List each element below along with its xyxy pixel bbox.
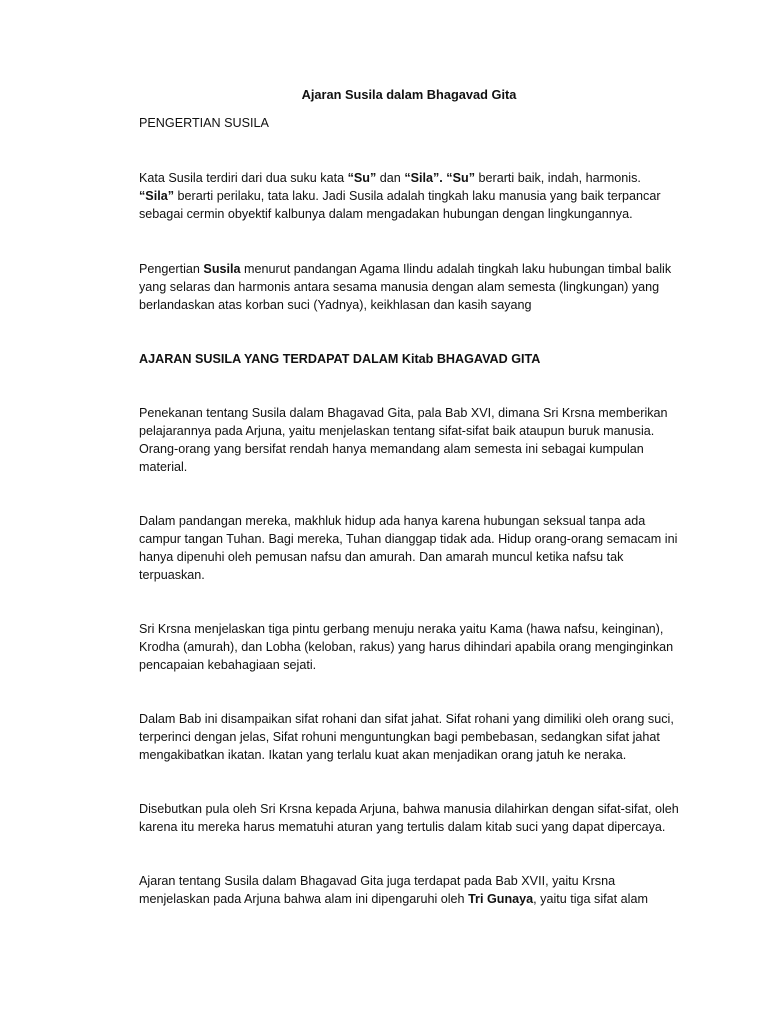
document-title: Ajaran Susila dalam Bhagavad Gita bbox=[301, 87, 517, 102]
paragraph-susila-hindu bbox=[139, 260, 679, 314]
bold-run: “Su” bbox=[347, 171, 377, 185]
paragraph-susila-definition bbox=[139, 169, 679, 223]
bold-run: Susila bbox=[203, 262, 241, 276]
paragraph-sifat-rohani: Dalam Bab ini disampaikan sifat rohani dan sifat jahat. Sifat rohani yang dimiliki oleh orang suci, terperinci dengan jelas, Sifat rohuni menguntungkan bagi pembebasan, sedangkan sifat jahat mengakibatkan ikatan. Ikatan yang terlalu kuat akan menjadikan orang jatuh ke neraka. bbox=[139, 712, 674, 762]
bold-run: Tri Gunaya bbox=[468, 892, 534, 906]
section-heading-pengertian: PENGERTIAN SUSILA bbox=[139, 116, 269, 130]
paragraph-tiga-pintu: Sri Krsna menjelaskan tiga pintu gerbang menuju neraka yaitu Kama (hawa nafsu, keinginan), Krodha (amurah), dan Lobha (keloban, rakus) yang harus dihindari apabila orang menginginkan pencapaian kebahagiaan sejati. bbox=[139, 622, 674, 672]
paragraph-bab-xvi: Penekanan tentang Susila dalam Bhagavad Gita, pala Bab XVI, dimana Sri Krsna memberikan pelajarannya pada Arjuna, yaitu menjelaskan tentang sifat-sifat baik ataupun buruk manusia. Orang-orang yang bersifat rendah hanya memandang alam semesta ini sebagai kumpulan material. bbox=[139, 406, 668, 474]
paragraph-disebutkan: Disebutkan pula oleh Sri Krsna kepada Arjuna, bahwa manusia dilahirkan dengan sifat-sifat, oleh karena itu mereka harus mematuhi aturan yang tertulis dalam kitab suci yang dapat dipercaya. bbox=[139, 802, 679, 834]
text-run: Ajaran tentang Susila dalam Bhagavad Gita juga terdapat pada Bab XVII, yaitu Krsna menjelaskan pada Arjuna bahwa alam ini dipengaruhi oleh bbox=[139, 874, 616, 906]
bold-run: “Sila”. “Su” bbox=[404, 171, 475, 185]
text-run: Kata Susila terdiri dari dua suku kata bbox=[139, 171, 348, 185]
text-run: berarti baik, indah, harmonis. bbox=[475, 171, 641, 185]
text-run: Pengertian bbox=[139, 262, 204, 276]
text-run: dan bbox=[376, 171, 405, 185]
section-heading-ajaran: AJARAN SUSILA YANG TERDAPAT DALAM Kitab BHAGAVAD GITA bbox=[139, 352, 541, 366]
paragraph-bab-xvii bbox=[139, 872, 679, 908]
text-run: menurut pandangan Agama Ilindu adalah tingkah laku hubungan timbal balik yang selaras dan harmonis antara sesama manusia dengan alam semesta (lingkungan) yang berlandaskan atas korban suci (Yadnya), keikhlasan dan kasih sayang bbox=[139, 262, 672, 312]
bold-run: “Sila” bbox=[139, 189, 174, 203]
paragraph-pandangan-mereka: Dalam pandangan mereka, makhluk hidup ada hanya karena hubungan seksual tanpa ada campur tangan Tuhan. Bagi mereka, Tuhan dianggap tidak ada. Hidup orang-orang semacam ini hanya dipenuhi oleh pemusan nafsu dan amurah. Dan amarah muncul ketika nafsu tak terpuaskan. bbox=[139, 514, 678, 582]
document-body bbox=[139, 86, 679, 908]
text-run: , yaitu tiga sifat alam bbox=[533, 892, 648, 906]
text-run: berarti perilaku, tata laku. Jadi Susila adalah tingkah laku manusia yang baik terpancar sebagai cermin obyektif kalbunya dalam mengadakan hubungan dengan lingkungannya. bbox=[139, 189, 661, 221]
